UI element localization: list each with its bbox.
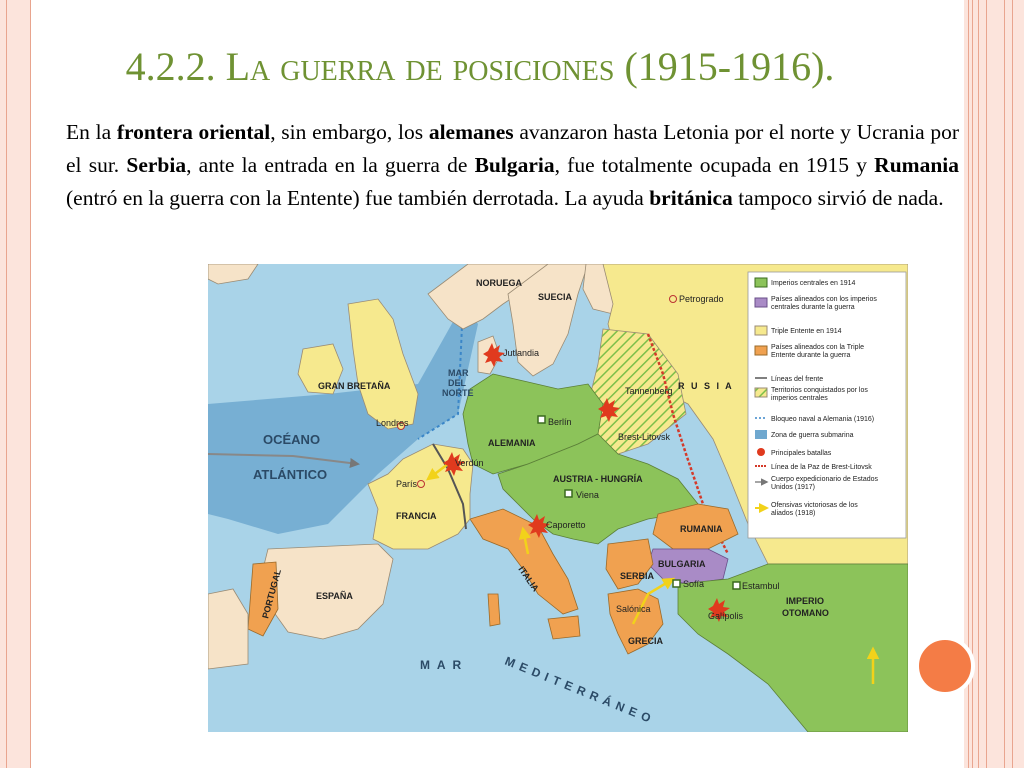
paragraph-text: En la: [66, 120, 117, 144]
label-greece: GRECIA: [628, 636, 664, 646]
label-ottoman-2: OTOMANO: [782, 608, 829, 618]
right-border-line: [1012, 0, 1013, 768]
legend-text-front: Líneas del frente: [771, 376, 824, 383]
slide-title: [40, 42, 920, 92]
label-vienna: Viena: [576, 490, 599, 500]
legend-swatch-conquered: [755, 388, 767, 397]
label-italy: ITALIA: [516, 564, 541, 594]
label-sweden: SUECIA: [538, 292, 573, 302]
legend-text-line: Territorios conquistados por los: [771, 387, 868, 394]
paragraph-text: (entró en la guerra con la Entente) fue también derrotada. La ayuda: [66, 186, 650, 210]
body-paragraph: [66, 116, 959, 215]
label-verdun: Verdún: [455, 458, 484, 468]
capital-paris-icon: [418, 481, 425, 488]
legend-text-line: Países alineados con los imperios: [771, 296, 877, 303]
legend-text-line: centrales durante la guerra: [771, 304, 855, 311]
bold-term: Rumania: [874, 153, 959, 177]
label-germany: ALEMANIA: [488, 438, 536, 448]
legend-text-line: imperios centrales: [771, 395, 828, 402]
label-russia: R U S I A: [678, 381, 734, 391]
legend-text-line: aliados (1918): [771, 510, 816, 517]
left-border-line: [6, 0, 7, 768]
map-svg: [208, 264, 908, 732]
label-atlantic: ATLÁNTICO: [253, 467, 328, 482]
legend-text-brest: Línea de la Paz de Brest-Litovsk: [771, 464, 872, 471]
capital-sofia-icon: [673, 580, 680, 587]
paragraph-text: , sin embargo, los: [270, 120, 429, 144]
title-years: (1915-1916).: [624, 44, 835, 89]
legend-swatch-central: [755, 278, 767, 287]
label-tannenberg: Tannenberg: [625, 386, 673, 396]
right-decorative-border: [964, 0, 1024, 768]
label-north-sea-3: NORTE: [442, 388, 474, 398]
capital-petrograd-icon: [670, 296, 677, 303]
label-north-sea-1: MAR: [448, 368, 469, 378]
bold-term: británica: [649, 186, 733, 210]
label-romania: RUMANIA: [680, 524, 723, 534]
decorative-orange-circle: [915, 636, 975, 696]
label-france: FRANCIA: [396, 511, 437, 521]
legend-text-entente: Triple Entente en 1914: [771, 328, 842, 335]
legend-text-line: Cuerpo expedicionario de Estados: [771, 476, 879, 483]
legend-swatch-entente-allies: [755, 346, 767, 355]
island-sardinia: [488, 594, 500, 626]
label-bulgaria: BULGARIA: [658, 559, 706, 569]
bold-term: Bulgaria: [474, 153, 555, 177]
label-caporetto: Caporetto: [546, 520, 586, 530]
legend-text-submarine: Zona de guerra submarina: [771, 432, 854, 439]
label-london: Londres: [376, 418, 409, 428]
legend-swatch-submarine: [755, 430, 767, 439]
paragraph-text: tampoco sirvió de nada.: [732, 186, 944, 210]
label-norway: NORUEGA: [476, 278, 523, 288]
ww1-europe-map: [208, 264, 908, 732]
capital-istanbul-icon: [733, 582, 740, 589]
label-mediterranean: M E D I T E R R Á N E O: [502, 653, 654, 726]
legend-text-battles: Principales batallas: [771, 450, 832, 457]
legend-text-line: Países alineados con la Triple: [771, 344, 864, 351]
label-ocean: OCÉANO: [263, 432, 321, 447]
map-legend: [748, 272, 906, 538]
label-serbia: SERBIA: [620, 571, 655, 581]
legend-swatch-entente: [755, 326, 767, 335]
label-paris: París: [396, 479, 418, 489]
label-mar: M A R: [420, 658, 464, 672]
paragraph-text: , fue totalmente ocupada en 1915 y: [554, 153, 875, 177]
label-ottoman-1: IMPERIO: [786, 596, 825, 606]
right-border-line: [978, 0, 979, 768]
legend-text-line: Unidos (1917): [771, 484, 815, 491]
island-sicily: [548, 616, 580, 639]
label-gallipoli: Galípolis: [708, 611, 744, 621]
title-number: 4.2.2.: [125, 44, 216, 89]
label-petrograd: Petrogrado: [679, 294, 724, 304]
label-spain: ESPAÑA: [316, 591, 353, 601]
right-border-line: [1004, 0, 1005, 768]
capital-vienna-icon: [565, 490, 572, 497]
bold-term: alemanes: [428, 120, 514, 144]
bold-term: frontera oriental: [116, 120, 271, 144]
legend-text-line: Ofensivas victoriosas de los: [771, 502, 858, 509]
label-great-britain: GRAN BRETAÑA: [318, 381, 391, 391]
label-portugal: PORTUGAL: [260, 568, 284, 620]
legend-box: [748, 272, 906, 538]
label-brest-litovsk: Brest-Litovsk: [618, 432, 671, 442]
right-border-line: [986, 0, 987, 768]
legend-swatch-central-allies: [755, 298, 767, 307]
paragraph-text: avanzaron hasta Letonia por el norte y Ucrania por el sur.: [66, 120, 959, 177]
bold-term: Serbia: [126, 153, 187, 177]
legend-text-central: Imperios centrales en 1914: [771, 280, 856, 287]
legend-text-blockade: Bloqueo naval a Alemania (1916): [771, 416, 875, 423]
label-salonica: Salónica: [616, 604, 651, 614]
title-text: La guerra de posiciones: [225, 44, 615, 89]
label-austria-hungary: AUSTRIA - HUNGRÍA: [553, 474, 643, 484]
label-north-sea-2: DEL: [448, 378, 466, 388]
paragraph-text: , ante la entrada en la guerra de: [186, 153, 475, 177]
left-decorative-border: [0, 0, 31, 768]
label-berlin: Berlín: [548, 417, 572, 427]
legend-text-line: Entente durante la guerra: [771, 352, 851, 359]
label-sofia: Sofía: [683, 579, 705, 589]
capital-berlin-icon: [538, 416, 545, 423]
label-istanbul: Estambul: [742, 581, 780, 591]
label-jutland: Jutlandia: [503, 348, 540, 358]
legend-swatch-battles: [757, 448, 765, 456]
legend-text-entente-allies: [771, 344, 864, 359]
